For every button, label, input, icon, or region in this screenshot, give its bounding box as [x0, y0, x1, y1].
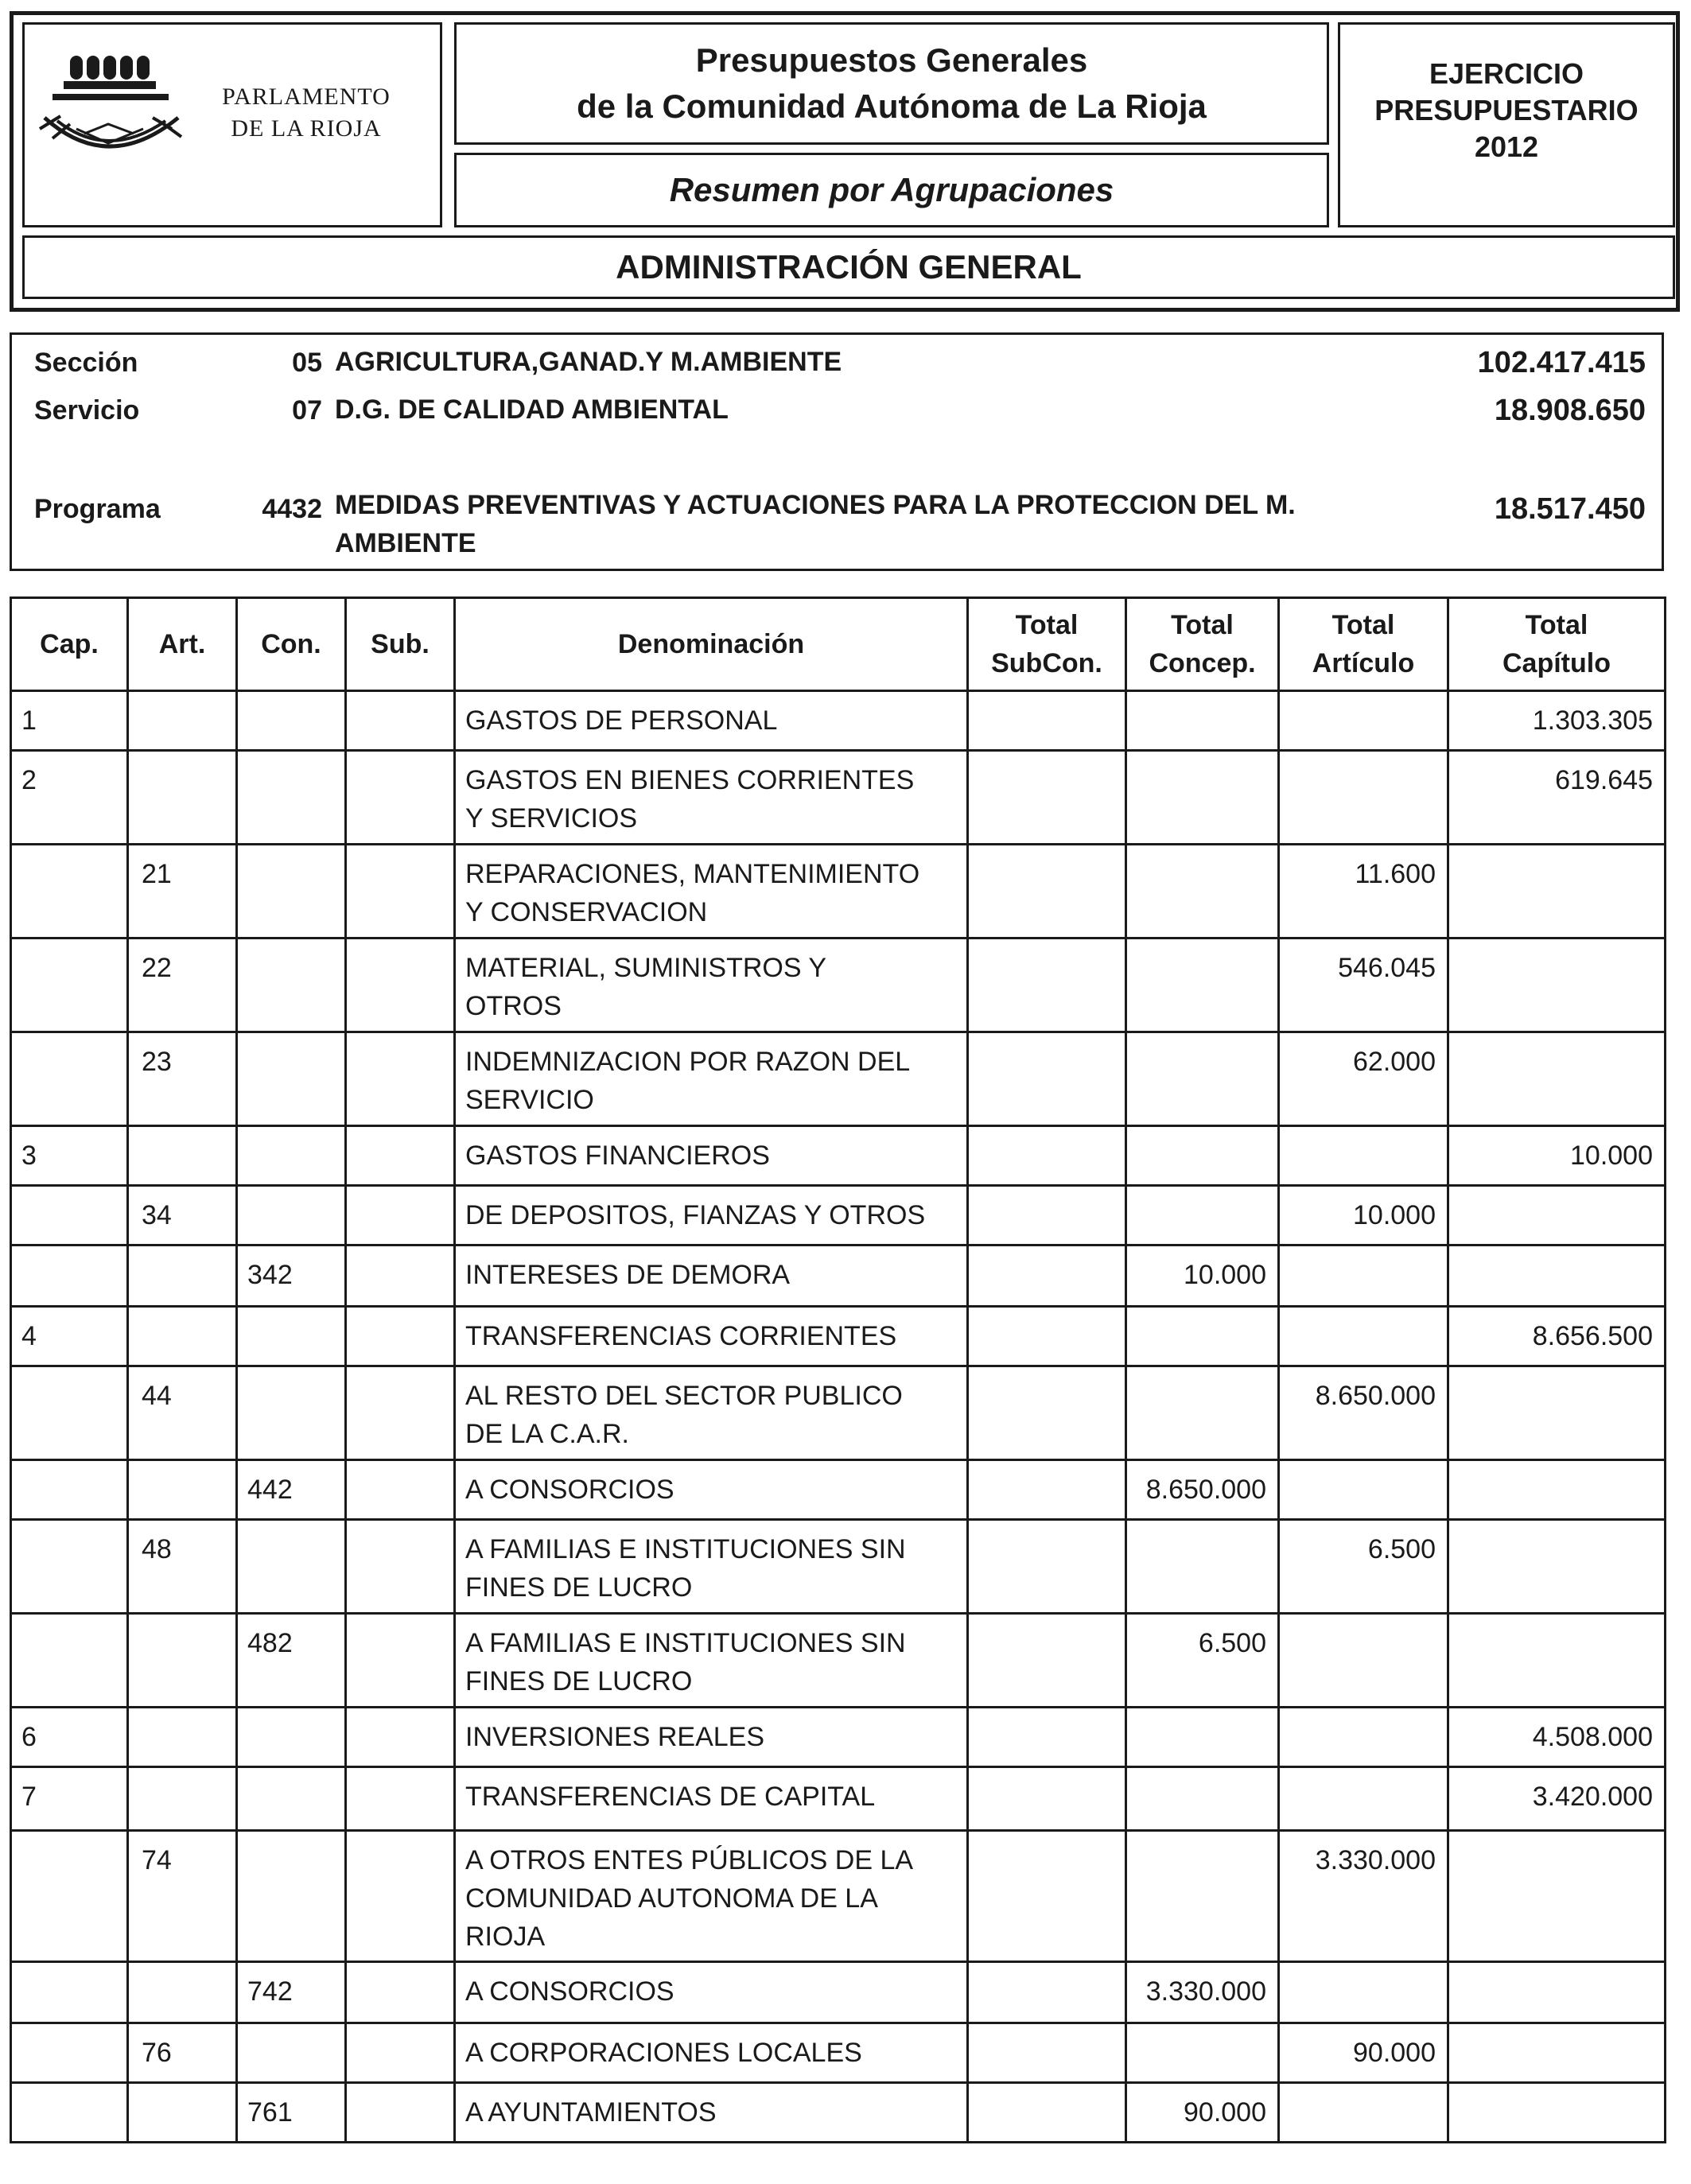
cell-total-articulo	[1279, 2083, 1448, 2143]
denominacion-line: FINES DE LUCRO	[465, 1666, 693, 1696]
cell-denominacion	[455, 1126, 968, 1186]
denominacion-line: OTROS	[465, 991, 562, 1021]
seccion-label: Sección	[34, 348, 138, 378]
programa-name	[335, 486, 1369, 562]
cell-total-articulo: 546.045	[1279, 938, 1448, 1032]
cell-total-articulo	[1279, 1614, 1448, 1708]
denominacion-line: INTERESES DE DEMORA	[465, 1260, 791, 1290]
cell-total-subcon	[968, 1520, 1126, 1614]
cell-total-articulo	[1279, 1246, 1448, 1307]
denominacion-line: A CORPORACIONES LOCALES	[465, 2038, 862, 2068]
table-row	[11, 938, 1666, 1032]
denominacion-line: GASTOS FINANCIEROS	[465, 1141, 770, 1171]
cell-total-capitulo	[1448, 2023, 1666, 2083]
cell-total-subcon	[968, 2023, 1126, 2083]
cell-sub	[346, 1366, 455, 1460]
cell-cap	[11, 1032, 128, 1126]
table-row	[11, 2023, 1666, 2083]
cell-total-articulo	[1279, 1307, 1448, 1366]
cell-denominacion	[455, 1767, 968, 1831]
table-row	[11, 2083, 1666, 2143]
cell-denominacion	[455, 845, 968, 938]
cell-art: 48	[128, 1520, 237, 1614]
denominacion-line: INDEMNIZACION POR RAZON DEL	[465, 1047, 911, 1077]
cell-con	[237, 1366, 346, 1460]
cell-con	[237, 1831, 346, 1962]
denominacion-line: RIOJA	[465, 1922, 546, 1952]
cell-total-capitulo	[1448, 1032, 1666, 1126]
cell-total-capitulo	[1448, 1366, 1666, 1460]
seccion-code: 05	[292, 348, 322, 378]
table-row	[11, 1962, 1666, 2023]
cell-total-capitulo: 8.656.500	[1448, 1307, 1666, 1366]
cell-sub	[346, 1767, 455, 1831]
cell-con: 342	[237, 1246, 346, 1307]
cell-sub	[346, 2083, 455, 2143]
budget-table	[10, 597, 1666, 2143]
table-row	[11, 751, 1666, 845]
ejercicio-line-1: EJERCICIO	[1429, 57, 1584, 90]
cell-total-capitulo	[1448, 938, 1666, 1032]
cell-total-articulo	[1279, 1767, 1448, 1831]
cell-con	[237, 1767, 346, 1831]
cell-sub	[346, 938, 455, 1032]
ejercicio-year: 2012	[1474, 130, 1539, 163]
cell-total-articulo	[1279, 751, 1448, 845]
logo-text	[191, 81, 422, 145]
denominacion-line: A OTROS ENTES PÚBLICOS DE LA	[465, 1845, 914, 1875]
header-denominacion: Denominación	[455, 598, 968, 691]
table-row	[11, 1520, 1666, 1614]
seccion-name: AGRICULTURA,GANAD.Y M.AMBIENTE	[335, 347, 842, 377]
header-total-capitulo-line-2: Capítulo	[1502, 648, 1611, 678]
section-info	[10, 332, 1664, 571]
cell-total-articulo: 6.500	[1279, 1520, 1448, 1614]
cell-total-subcon	[968, 1032, 1126, 1126]
admin-title: ADMINISTRACIÓN GENERAL	[616, 248, 1082, 286]
cell-total-articulo: 8.650.000	[1279, 1366, 1448, 1460]
table-row	[11, 1767, 1666, 1831]
header-con: Con.	[237, 598, 346, 691]
cell-sub	[346, 1307, 455, 1366]
cell-cap	[11, 938, 128, 1032]
cell-cap	[11, 1186, 128, 1246]
cell-con	[237, 691, 346, 751]
cell-total-articulo	[1279, 1962, 1448, 2023]
header-total-articulo	[1279, 598, 1448, 691]
cell-denominacion	[455, 2083, 968, 2143]
header-cap: Cap.	[11, 598, 128, 691]
cell-total-articulo: 90.000	[1279, 2023, 1448, 2083]
cell-cap	[11, 1366, 128, 1460]
cell-art	[128, 1708, 237, 1767]
cell-total-articulo	[1279, 1708, 1448, 1767]
cell-cap	[11, 1831, 128, 1962]
table-row	[11, 1186, 1666, 1246]
cell-total-concep	[1126, 1520, 1279, 1614]
header-total-concep-line-1: Total	[1171, 610, 1234, 640]
cell-total-concep: 3.330.000	[1126, 1962, 1279, 2023]
cell-total-concep: 6.500	[1126, 1614, 1279, 1708]
header-total-subcon-line-1: Total	[1015, 610, 1079, 640]
cell-art: 44	[128, 1366, 237, 1460]
denominacion-line: Y SERVICIOS	[465, 803, 638, 834]
cell-denominacion	[455, 938, 968, 1032]
cell-cap: 7	[11, 1767, 128, 1831]
cell-con	[237, 1520, 346, 1614]
cell-cap	[11, 1614, 128, 1708]
header-total-subcon-line-2: SubCon.	[991, 648, 1102, 678]
cell-sub	[346, 1962, 455, 2023]
cell-art	[128, 1460, 237, 1520]
cell-art	[128, 1126, 237, 1186]
cell-cap	[11, 845, 128, 938]
programa-name-line-1: MEDIDAS PREVENTIVAS Y ACTUACIONES PARA LA PROTECCION DEL M.	[335, 490, 1296, 520]
cell-cap: 3	[11, 1126, 128, 1186]
cell-art	[128, 1614, 237, 1708]
cell-cap	[11, 2023, 128, 2083]
cell-total-concep	[1126, 1366, 1279, 1460]
denominacion-line: AL RESTO DEL SECTOR PUBLICO	[465, 1381, 903, 1411]
cell-con: 482	[237, 1614, 346, 1708]
programa-label: Programa	[34, 494, 161, 524]
cell-con: 761	[237, 2083, 346, 2143]
cell-denominacion	[455, 1831, 968, 1962]
cell-total-capitulo	[1448, 1460, 1666, 1520]
header-total-articulo-line-1: Total	[1331, 610, 1395, 640]
cell-sub	[346, 2023, 455, 2083]
cell-sub	[346, 845, 455, 938]
cell-total-capitulo: 1.303.305	[1448, 691, 1666, 751]
cell-sub	[346, 1246, 455, 1307]
ejercicio-box	[1338, 22, 1675, 227]
cell-total-articulo	[1279, 1460, 1448, 1520]
logo-line-2: DE LA RIOJA	[231, 115, 382, 142]
cell-con	[237, 845, 346, 938]
cell-total-subcon	[968, 1767, 1126, 1831]
denominacion-line: SERVICIO	[465, 1085, 594, 1115]
table-row	[11, 1831, 1666, 1962]
cell-sub	[346, 1032, 455, 1126]
cell-con	[237, 1032, 346, 1126]
cell-total-subcon	[968, 1366, 1126, 1460]
table-row	[11, 1614, 1666, 1708]
header-total-articulo-line-2: Artículo	[1312, 648, 1415, 678]
cell-total-subcon	[968, 1186, 1126, 1246]
cell-total-capitulo	[1448, 1246, 1666, 1307]
cell-cap	[11, 1520, 128, 1614]
table-header-row	[11, 598, 1666, 691]
header-total-capitulo-line-1: Total	[1525, 610, 1588, 640]
cell-total-subcon	[968, 1460, 1126, 1520]
cell-total-articulo: 10.000	[1279, 1186, 1448, 1246]
cell-total-subcon	[968, 1126, 1126, 1186]
cell-art	[128, 691, 237, 751]
cell-total-concep	[1126, 1307, 1279, 1366]
cell-total-articulo	[1279, 1126, 1448, 1186]
cell-con	[237, 1126, 346, 1186]
cell-total-articulo	[1279, 691, 1448, 751]
parliament-logo-icon	[29, 41, 188, 177]
cell-con	[237, 2023, 346, 2083]
cell-art: 22	[128, 938, 237, 1032]
title-line-2: de la Comunidad Autónoma de La Rioja	[577, 87, 1207, 125]
cell-total-subcon	[968, 1962, 1126, 2023]
cell-total-capitulo	[1448, 1520, 1666, 1614]
cell-sub	[346, 1126, 455, 1186]
cell-denominacion	[455, 1186, 968, 1246]
cell-cap	[11, 1246, 128, 1307]
cell-sub	[346, 751, 455, 845]
cell-art	[128, 1767, 237, 1831]
header-art: Art.	[128, 598, 237, 691]
denominacion-line: A CONSORCIOS	[465, 1475, 674, 1505]
cell-total-articulo: 62.000	[1279, 1032, 1448, 1126]
cell-total-capitulo: 10.000	[1448, 1126, 1666, 1186]
cell-total-subcon	[968, 1307, 1126, 1366]
cell-con	[237, 1708, 346, 1767]
cell-total-concep	[1126, 1767, 1279, 1831]
cell-total-concep	[1126, 845, 1279, 938]
cell-total-subcon	[968, 2083, 1126, 2143]
programa-value: 18.517.450	[1494, 492, 1646, 526]
cell-denominacion	[455, 691, 968, 751]
servicio-code: 07	[292, 395, 322, 426]
cell-total-concep: 8.650.000	[1126, 1460, 1279, 1520]
subtitle-box	[454, 153, 1329, 227]
cell-total-capitulo	[1448, 1831, 1666, 1962]
cell-total-concep	[1126, 1032, 1279, 1126]
denominacion-line: MATERIAL, SUMINISTROS Y	[465, 953, 827, 983]
cell-sub	[346, 1460, 455, 1520]
cell-denominacion	[455, 751, 968, 845]
cell-total-concep	[1126, 1126, 1279, 1186]
cell-sub	[346, 1186, 455, 1246]
cell-cap: 4	[11, 1307, 128, 1366]
denominacion-line: TRANSFERENCIAS DE CAPITAL	[465, 1782, 876, 1812]
cell-art: 21	[128, 845, 237, 938]
cell-total-subcon	[968, 1614, 1126, 1708]
cell-art	[128, 2083, 237, 2143]
cell-cap	[11, 2083, 128, 2143]
table-row	[11, 1246, 1666, 1307]
denominacion-line: DE DEPOSITOS, FIANZAS Y OTROS	[465, 1200, 926, 1230]
cell-total-articulo: 11.600	[1279, 845, 1448, 938]
header-total-capitulo	[1448, 598, 1666, 691]
cell-denominacion	[455, 1246, 968, 1307]
ejercicio-line-2: PRESUPUESTARIO	[1374, 94, 1639, 126]
cell-total-concep	[1126, 691, 1279, 751]
title-box	[454, 22, 1329, 145]
table-row	[11, 1708, 1666, 1767]
cell-con: 742	[237, 1962, 346, 2023]
table-row	[11, 1460, 1666, 1520]
cell-denominacion	[455, 1708, 968, 1767]
servicio-label: Servicio	[34, 395, 140, 426]
denominacion-line: A AYUNTAMIENTOS	[465, 2097, 717, 2128]
cell-denominacion	[455, 1032, 968, 1126]
denominacion-line: TRANSFERENCIAS CORRIENTES	[465, 1321, 897, 1351]
servicio-name: D.G. DE CALIDAD AMBIENTAL	[335, 394, 729, 425]
cell-total-subcon	[968, 1708, 1126, 1767]
cell-total-capitulo	[1448, 1962, 1666, 2023]
title-line-1: Presupuestos Generales	[695, 41, 1088, 79]
cell-cap	[11, 1962, 128, 2023]
header-sub: Sub.	[346, 598, 455, 691]
denominacion-line: A CONSORCIOS	[465, 1976, 674, 2007]
cell-total-capitulo	[1448, 1614, 1666, 1708]
header-total-concep-line-2: Concep.	[1149, 648, 1256, 678]
cell-total-subcon	[968, 691, 1126, 751]
cell-total-capitulo	[1448, 845, 1666, 938]
denominacion-line: FINES DE LUCRO	[465, 1572, 693, 1603]
cell-art: 76	[128, 2023, 237, 2083]
cell-total-concep	[1126, 1186, 1279, 1246]
cell-denominacion	[455, 1614, 968, 1708]
cell-denominacion	[455, 1460, 968, 1520]
cell-con: 442	[237, 1460, 346, 1520]
cell-cap: 6	[11, 1708, 128, 1767]
cell-sub	[346, 1831, 455, 1962]
cell-art: 74	[128, 1831, 237, 1962]
denominacion-line: REPARACIONES, MANTENIMIENTO	[465, 859, 920, 889]
denominacion-line: A FAMILIAS E INSTITUCIONES SIN	[465, 1534, 906, 1564]
subtitle: Resumen por Agrupaciones	[669, 171, 1114, 208]
denominacion-line: A FAMILIAS E INSTITUCIONES SIN	[465, 1628, 906, 1658]
cell-total-concep	[1126, 1831, 1279, 1962]
denominacion-line: GASTOS DE PERSONAL	[465, 705, 778, 736]
cell-con	[237, 1186, 346, 1246]
table-row	[11, 691, 1666, 751]
cell-cap: 1	[11, 691, 128, 751]
cell-total-concep	[1126, 2023, 1279, 2083]
cell-con	[237, 751, 346, 845]
cell-total-concep	[1126, 938, 1279, 1032]
cell-sub	[346, 1708, 455, 1767]
logo-line-1: PARLAMENTO	[222, 84, 391, 110]
table-row	[11, 1366, 1666, 1460]
denominacion-line: Y CONSERVACION	[465, 897, 708, 927]
cell-total-subcon	[968, 845, 1126, 938]
cell-con	[237, 1307, 346, 1366]
cell-art	[128, 751, 237, 845]
cell-total-subcon	[968, 938, 1126, 1032]
cell-total-concep	[1126, 1708, 1279, 1767]
cell-con	[237, 938, 346, 1032]
cell-total-capitulo: 4.508.000	[1448, 1708, 1666, 1767]
cell-total-concep	[1126, 751, 1279, 845]
cell-art: 34	[128, 1186, 237, 1246]
denominacion-line: DE LA C.A.R.	[465, 1419, 629, 1449]
cell-art	[128, 1962, 237, 2023]
seccion-value: 102.417.415	[1477, 346, 1646, 379]
header-total-concep	[1126, 598, 1279, 691]
programa-code: 4432	[262, 494, 322, 524]
cell-total-concep: 90.000	[1126, 2083, 1279, 2143]
cell-cap	[11, 1460, 128, 1520]
cell-denominacion	[455, 2023, 968, 2083]
programa-name-line-2: AMBIENTE	[335, 528, 476, 558]
table-row	[11, 845, 1666, 938]
table-row	[11, 1032, 1666, 1126]
denominacion-line: COMUNIDAD AUTONOMA DE LA	[465, 1883, 878, 1914]
cell-total-capitulo: 619.645	[1448, 751, 1666, 845]
cell-total-capitulo	[1448, 1186, 1666, 1246]
cell-art	[128, 1246, 237, 1307]
cell-art: 23	[128, 1032, 237, 1126]
table-row	[11, 1126, 1666, 1186]
cell-sub	[346, 1520, 455, 1614]
cell-denominacion	[455, 1962, 968, 2023]
cell-sub	[346, 1614, 455, 1708]
denominacion-line: GASTOS EN BIENES CORRIENTES	[465, 765, 915, 795]
cell-denominacion	[455, 1366, 968, 1460]
cell-denominacion	[455, 1307, 968, 1366]
table-row	[11, 1307, 1666, 1366]
cell-sub	[346, 691, 455, 751]
cell-art	[128, 1307, 237, 1366]
cell-total-subcon	[968, 751, 1126, 845]
denominacion-line: INVERSIONES REALES	[465, 1722, 765, 1752]
cell-total-capitulo: 3.420.000	[1448, 1767, 1666, 1831]
header-total-subcon	[968, 598, 1126, 691]
admin-box	[22, 235, 1675, 299]
cell-total-subcon	[968, 1831, 1126, 1962]
table-body	[11, 691, 1666, 2143]
cell-total-articulo: 3.330.000	[1279, 1831, 1448, 1962]
cell-total-capitulo	[1448, 2083, 1666, 2143]
cell-cap: 2	[11, 751, 128, 845]
servicio-value: 18.908.650	[1494, 394, 1646, 427]
cell-total-concep: 10.000	[1126, 1246, 1279, 1307]
cell-total-subcon	[968, 1246, 1126, 1307]
cell-denominacion	[455, 1520, 968, 1614]
